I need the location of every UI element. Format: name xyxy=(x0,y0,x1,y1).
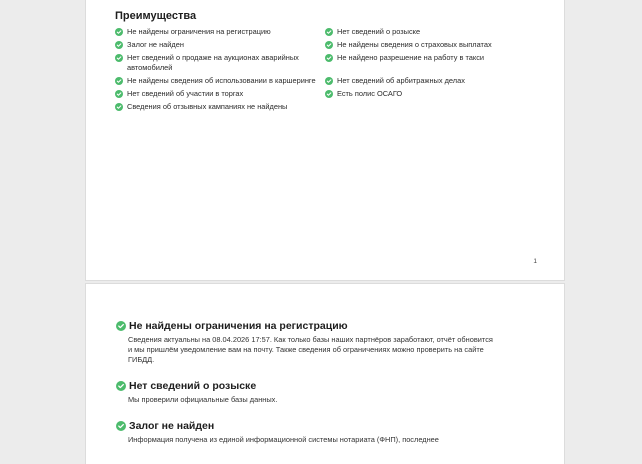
section-registration-restrictions xyxy=(116,320,536,365)
advantage-text: Не найдены сведения об использовании в каршеринге xyxy=(127,76,316,85)
section-title: Залог не найден xyxy=(129,420,215,432)
advantages-list xyxy=(115,27,545,115)
check-circle-icon xyxy=(325,28,333,36)
check-circle-icon xyxy=(115,41,123,49)
advantage-item xyxy=(325,53,535,73)
check-circle-icon xyxy=(115,77,123,85)
advantage-text: Не найдены ограничения на регистрацию xyxy=(127,27,271,36)
report-page-2 xyxy=(86,284,564,464)
advantage-item xyxy=(325,40,535,50)
advantage-item xyxy=(115,53,325,73)
page-number: 1 xyxy=(533,258,537,265)
advantage-item xyxy=(115,76,325,86)
advantage-text: Нет сведений о продаже на аукционах аварийных автомобилей xyxy=(127,53,299,72)
advantage-text: Нет сведений об участии в торгах xyxy=(127,89,244,98)
advantage-text: Нет сведений об арбитражных делах xyxy=(337,76,465,85)
check-circle-icon xyxy=(115,54,123,62)
check-circle-icon xyxy=(115,90,123,98)
check-circle-icon xyxy=(325,54,333,62)
report-page-1 xyxy=(86,0,564,280)
advantage-text: Не найдены сведения о страховых выплатах xyxy=(337,40,492,49)
section-wanted xyxy=(116,380,536,405)
section-title: Нет сведений о розыске xyxy=(129,380,257,392)
check-circle-icon xyxy=(325,77,333,85)
check-circle-icon xyxy=(116,321,126,331)
advantage-item xyxy=(325,76,535,86)
check-circle-icon xyxy=(325,90,333,98)
section-body: Сведения актуальны на 08.04.2026 17:57. Как только базы наших партнёров заработают, отчёт обновится и мы пришлём уведомление вам на почту. Также сведения об ограничениях можно проверить на сайте ГИБДД. xyxy=(128,335,493,364)
advantage-item xyxy=(325,27,535,37)
advantage-item xyxy=(115,89,325,99)
check-circle-icon xyxy=(115,103,123,111)
advantage-item xyxy=(115,102,325,112)
section-body: Мы проверили официальные базы данных. xyxy=(128,395,278,404)
check-circle-icon xyxy=(325,41,333,49)
advantages-title: Преимущества xyxy=(115,10,197,22)
advantage-text: Сведения об отзывных кампаниях не найдены xyxy=(127,102,288,111)
advantage-item xyxy=(115,40,325,50)
section-pledge xyxy=(116,420,536,445)
section-body: Информация получена из единой информационной системы нотариата (ФНП), последнее xyxy=(128,435,439,444)
advantage-text: Есть полис ОСАГО xyxy=(337,89,403,98)
section-title: Не найдены ограничения на регистрацию xyxy=(129,320,348,332)
advantage-text: Не найдено разрешение на работу в такси xyxy=(337,53,485,62)
advantage-item xyxy=(115,27,325,37)
advantage-item xyxy=(325,89,535,99)
check-circle-icon xyxy=(116,421,126,431)
advantage-text: Залог не найден xyxy=(127,40,184,49)
check-circle-icon xyxy=(116,381,126,391)
check-circle-icon xyxy=(115,28,123,36)
advantage-text: Нет сведений о розыске xyxy=(337,27,421,36)
